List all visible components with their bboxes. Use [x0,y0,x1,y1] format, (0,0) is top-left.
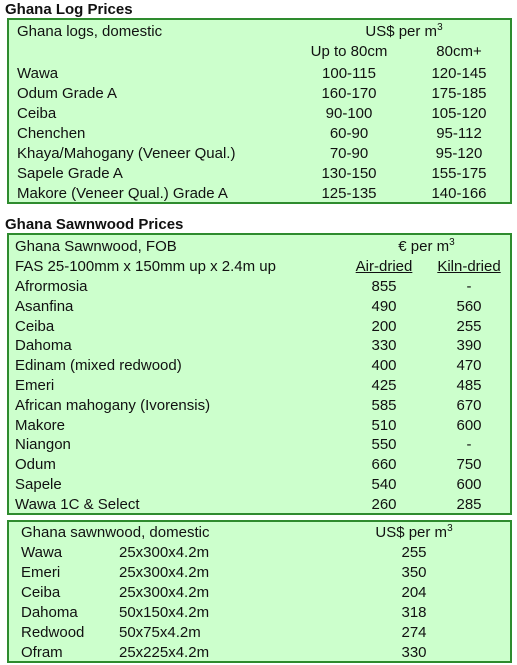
domestic-size: 25x225x4.2m [119,644,210,661]
log-unit-header [309,22,499,42]
sawn-col-kiln-dried: Kiln-dried [437,258,501,275]
domestic-size: 50x150x4.2m [119,604,210,621]
log-col-80-plus: 80cm+ [436,43,482,60]
domestic-species-name: Ofram [21,644,63,661]
sawn-species-name: Dahoma [15,337,72,355]
sawn-price-kiln-dried: 670 [456,396,482,414]
sawn-table-row [9,336,510,356]
sawn-table-caption: Ghana Sawnwood, FOB [15,238,177,255]
sawn-price-air-dried: 425 [371,377,397,394]
log-species-name: Ceiba [17,105,57,122]
sawn-price-air-dried: 855 [371,278,397,295]
sawn-price-air-dried: 585 [371,396,397,414]
domestic-table-caption: Ghana sawnwood, domestic [21,524,210,541]
sawn-species-name: Afrormosia [15,278,88,295]
sawn-table-row [9,297,510,317]
sawn-price-air-dried: 330 [371,337,397,355]
sawn-price-kiln-dried: 560 [456,297,482,315]
sawn-table-row [9,277,510,297]
sawn-table-row [9,435,510,455]
sawnwood-domestic-table [7,520,512,663]
domestic-species-name: Emeri [21,564,61,581]
domestic-species-name: Dahoma [21,604,78,621]
sawn-price-air-dried: 510 [371,416,397,434]
domestic-table-row [9,583,510,603]
sawn-species-name: Emeri [15,377,55,394]
domestic-price: 318 [401,604,427,621]
sawn-price-kiln-dried: 390 [456,337,482,355]
log-price-80-plus: 95-112 [436,125,482,142]
log-price-80-plus: 140-166 [431,185,487,202]
sawn-species-name: Sapele [15,476,62,493]
sawn-table-row [9,455,510,475]
domestic-species-name: Redwood [21,624,85,641]
domestic-price: 350 [401,564,427,581]
sawn-table-row [9,495,510,515]
log-price-up-to-80: 100-115 [322,65,376,82]
domestic-size: 25x300x4.2m [119,564,210,581]
log-species-name: Odum Grade A [17,85,118,102]
sawn-price-kiln-dried: 485 [456,377,482,394]
sawn-species-name: Makore [15,416,66,434]
sawn-spec: FAS 25-100mm x 150mm up x 2.4m up [15,258,276,275]
log-price-80-plus: 95-120 [435,145,483,162]
sawn-price-air-dried: 660 [371,456,397,474]
domestic-size: 25x300x4.2m [119,584,210,601]
sawn-species-name: Wawa 1C & Select [15,495,140,513]
sawn-price-air-dried: 400 [371,357,397,375]
log-table-row [9,124,510,144]
log-species-name: Makore (Veneer Qual.) Grade A [17,185,228,202]
log-prices-table [7,18,512,204]
log-prices-heading: Ghana Log Prices [5,1,133,18]
sawn-species-name: Ceiba [15,317,55,335]
log-species-name: Khaya/Mahogany (Veneer Qual.) [17,145,236,162]
log-price-up-to-80: 130-150 [321,165,377,182]
sawn-price-air-dried: 550 [371,436,397,454]
log-unit-text: US$ per m [365,23,438,40]
sawn-table-row [9,356,510,376]
sawn-species-name: Niangon [15,436,71,454]
log-price-up-to-80: 125-135 [321,185,377,202]
log-price-80-plus: 105-120 [431,105,487,122]
sawn-table-row [9,475,510,495]
domestic-table-row [9,623,510,643]
log-price-up-to-80: 70-90 [329,145,369,162]
log-table-row [9,184,510,204]
sawn-price-kiln-dried: 600 [456,476,482,493]
sawn-price-kiln-dried: 285 [456,495,482,513]
domestic-table-row [9,563,510,583]
sawn-price-kiln-dried: 470 [456,357,482,375]
sawnwood-prices-heading: Ghana Sawnwood Prices [5,216,184,233]
log-price-80-plus: 120-145 [431,65,487,82]
domestic-unit-sup: 3 [447,523,453,534]
log-price-up-to-80: 160-170 [321,85,377,102]
sawn-species-name: Asanfina [15,297,74,315]
log-species-name: Chenchen [17,125,86,142]
log-price-up-to-80: 60-90 [329,125,369,142]
log-table-row [9,144,510,164]
log-price-80-plus: 175-185 [431,85,487,102]
log-table-caption: Ghana logs, domestic [17,23,163,40]
log-table-row [9,84,510,104]
sawn-unit-text: € per m [398,238,450,255]
domestic-unit-text: US$ per m [375,524,448,541]
sawn-species-name: Edinam (mixed redwood) [15,357,182,375]
domestic-table-row [9,643,510,663]
sawn-table-row [9,376,510,396]
sawn-price-kiln-dried: 600 [456,416,482,434]
sawn-col-air-dried: Air-dried [355,258,413,275]
domestic-price: 204 [401,584,427,601]
sawn-table-row [9,396,510,416]
sawn-species-name: Odum [15,456,56,474]
log-species-name: Sapele Grade A [17,165,123,182]
log-price-up-to-80: 90-100 [325,105,373,122]
log-table-row [9,64,510,84]
sawn-price-air-dried: 540 [371,476,397,493]
sawnwood-fob-table [7,233,512,515]
domestic-size: 50x75x4.2m [119,624,201,641]
domestic-price: 274 [401,624,427,641]
domestic-table-row [9,543,510,563]
log-col-up-to-80: Up to 80cm [310,43,388,60]
sawn-price-kiln-dried: - [466,436,472,454]
domestic-size: 25x300x4.2m [119,544,210,561]
domestic-species-name: Wawa [21,544,63,561]
sawn-unit-header [339,237,514,257]
sawn-price-kiln-dried: 750 [456,456,482,474]
log-table-row [9,164,510,184]
sawn-price-air-dried: 260 [371,495,397,513]
domestic-unit-header [329,523,499,543]
domestic-price: 255 [401,544,427,561]
domestic-table-row [9,603,510,623]
domestic-species-name: Ceiba [21,584,61,601]
sawn-table-row [9,317,510,337]
log-table-row [9,104,510,124]
log-price-80-plus: 155-175 [431,165,487,182]
domestic-price: 330 [401,644,427,661]
sawn-price-air-dried: 490 [371,297,397,315]
sawn-price-air-dried: 200 [371,317,397,335]
sawn-unit-sup: 3 [449,237,455,248]
sawn-table-row [9,416,510,436]
log-species-name: Wawa [17,65,59,82]
sawn-species-name: African mahogany (Ivorensis) [15,396,211,414]
log-unit-sup: 3 [437,22,443,33]
sawn-price-kiln-dried: - [466,278,472,295]
sawn-price-kiln-dried: 255 [456,317,482,335]
